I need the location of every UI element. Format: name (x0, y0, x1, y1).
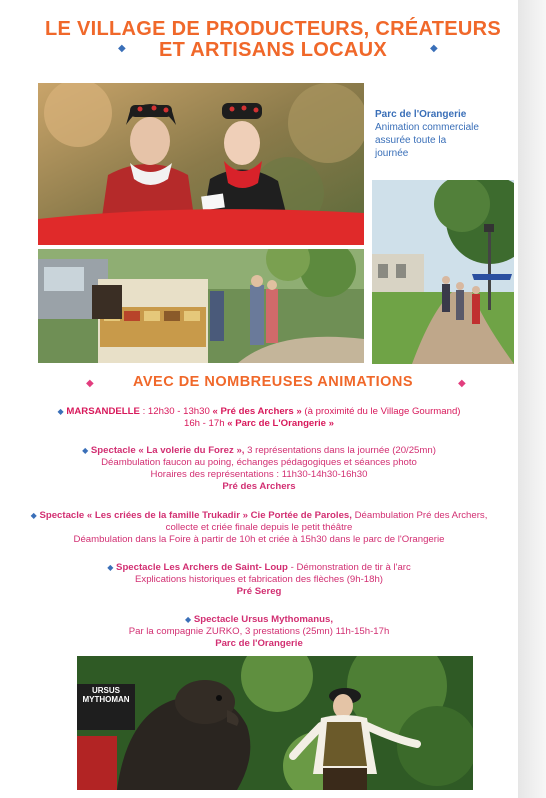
section-title: AVEC DE NOMBREUSES ANIMATIONS (132, 374, 414, 390)
diamond-bullet-icon: ◆ (82, 446, 89, 455)
animation-ursus (0, 614, 518, 650)
animation-criees (0, 510, 518, 546)
signboard-text: MYTHOMAN (82, 695, 130, 704)
act-line: Horaires des représentations : 11h30-14h30-16h30 (150, 469, 368, 480)
act-place: Parc de l'Orangerie (215, 638, 303, 649)
animation-volerie (0, 445, 518, 493)
act-place: « Pré des Archers » (212, 406, 302, 417)
act-place: Pré des Archers (222, 481, 296, 492)
act-time: 16h - 17h (183, 418, 225, 429)
animation-marsandelle (0, 406, 518, 430)
page-edge (518, 0, 546, 798)
photo-ursus-mythomanus (77, 656, 473, 790)
animation-archers (0, 562, 518, 598)
diamond-bullet-icon: ◆ (430, 43, 438, 54)
act-line: Déambulation dans la Foire à partir de 10h et criée à 15h30 dans le parc de l'Orangerie (73, 534, 445, 545)
diamond-bullet-icon: ◆ (30, 511, 37, 520)
diamond-bullet-icon: ◆ (458, 378, 466, 389)
diamond-bullet-icon: ◆ (57, 407, 64, 416)
photo-street-performers (38, 83, 364, 245)
act-place: « Parc de L'Orangerie » (227, 418, 334, 429)
signboard-text: URSUS (91, 686, 120, 695)
act-line: Par la compagnie ZURKO, 3 prestations (25mn) 11h-15h-17h (128, 626, 390, 637)
diamond-bullet-icon: ◆ (86, 378, 94, 389)
act-title: Spectacle Ursus Mythomanus, (193, 614, 333, 625)
act-line: Déambulation faucon au poing, échanges pédagogiques et séances photo (101, 457, 417, 468)
act-line: Explications historiques et fabrication des flèches (9h-18h) (135, 574, 383, 585)
act-title: Spectacle « La volerie du Forez », (90, 445, 245, 456)
caption-line: journée (375, 148, 409, 159)
diamond-bullet-icon: ◆ (185, 615, 192, 624)
act-line: collecte et criée finale depuis le petit théâtre (165, 522, 353, 533)
page-title-line2: ET ARTISANS LOCAUX (159, 39, 387, 61)
act-note: (à proximité du le Village Gourmand) (304, 406, 461, 417)
act-detail: 3 représentations dans la journée (20/25mn) (247, 445, 436, 456)
caption-place: Parc de l'Orangerie (375, 109, 467, 120)
photo-market-stalls (38, 249, 364, 363)
ursus-signboard (79, 686, 133, 704)
photo-caption (375, 108, 505, 160)
act-time: : 12h30 - 13h30 (142, 406, 210, 417)
act-title: Spectacle Les Archers de Saint- Loup (116, 562, 288, 573)
act-title: Spectacle « Les criées de la famille Trukadir » Cie Portée de Paroles, (39, 510, 352, 521)
diamond-bullet-icon: ◆ (107, 563, 114, 572)
page-title-line1: LE VILLAGE DE PRODUCTEURS, CRÉATEURS (44, 18, 501, 40)
diamond-bullet-icon: ◆ (118, 43, 126, 54)
caption-line: assurée toute la (375, 135, 447, 146)
photo-park-orangerie (372, 180, 514, 364)
act-detail: - Démonstration de tir à l'arc (290, 562, 411, 573)
caption-line: Animation commerciale (375, 122, 479, 133)
act-name: MARSANDELLE (66, 406, 140, 417)
act-detail: Déambulation Pré des Archers, (354, 510, 488, 521)
act-place: Pré Sereg (236, 586, 282, 597)
